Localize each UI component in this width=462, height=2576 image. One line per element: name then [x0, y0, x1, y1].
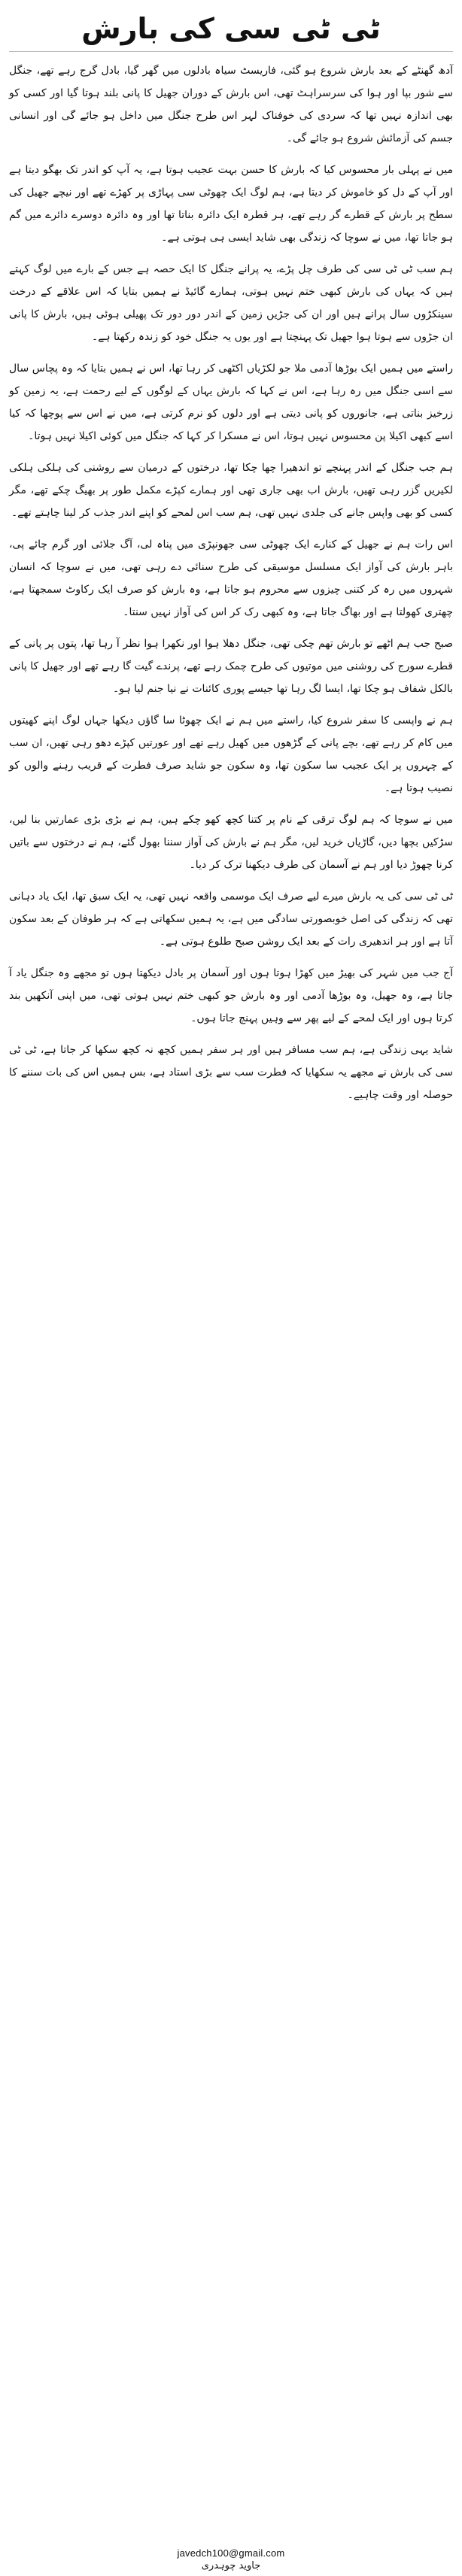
paragraph: آدھ گھنٹے کے بعد بارش شروع ہو گئی، فاریسٹ سیاہ بادلوں میں گھر گیا، بادل گرج رہے تھے، جنگل سے شور بپا اور ہوا کی سرسراہٹ تھی، اس بارش کے دوران جھیل کا پانی بلند ہوتا گیا اور کسی کو بھی اندازہ نہیں تھا کہ سردی کی خوفناک لہر اس طرح جنگل میں داخل ہو جائے گی اور انسانی جسم کی آزمائش شروع ہو جائے گی۔ [9, 65, 453, 144]
paragraph: میں نے سوچا کہ ہم لوگ ترقی کے نام پر کتنا کچھ کھو چکے ہیں، ہم نے بڑی بڑی عمارتیں بنا لیں، سڑکیں بچھا دیں، گاڑیاں خرید لیں، مگر ہم نے بارش کی آواز سننا بھول گئے، ہم نے درختوں سے باتیں کرنا چھوڑ دیا اور ہم نے آسمان کی طرف دیکھنا ترک کر دیا۔ [9, 814, 453, 871]
paragraph: شاید یہی زندگی ہے، ہم سب مسافر ہیں اور ہر سفر ہمیں کچھ نہ کچھ سکھا کر جاتا ہے، ٹی ٹی سی کی بارش نے مجھے یہ سکھایا کہ فطرت سب سے بڑی استاد ہے، بس ہمیں اس کی بات سننے کا حوصلہ اور وقت چاہیے۔ [9, 1044, 453, 1101]
paragraph: راستے میں ہمیں ایک بوڑھا آدمی ملا جو لکڑیاں اکٹھی کر رہا تھا، اس نے ہمیں بتایا کہ وہ پچاس سال سے اسی جنگل میں رہ رہا ہے، اس نے کہا کہ بارش یہاں کے لوگوں کے لیے رحمت ہے، یہ زمین کو زرخیز بناتی ہے، جانوروں کو پانی دیتی ہے اور دلوں کو نرم کرتی ہے، میں نے اس سے پوچھا کہ کیا اسے کبھی اکیلا پن محسوس نہیں ہوتا، اس نے مسکرا کر کہا کہ جنگل میں کوئی اکیلا نہیں ہوتا۔ [9, 363, 453, 442]
article-footer [0, 2547, 462, 2571]
author-name: جاوید چوہدری [201, 2560, 261, 2571]
paragraph: ٹی ٹی سی کی یہ بارش میرے لیے صرف ایک موسمی واقعہ نہیں تھی، یہ ایک سبق تھا، ایک یاد دہانی تھی کہ زندگی کی اصل خوبصورتی سادگی میں ہے، یہ ہمیں سکھاتی ہے کہ ہر طوفان کے بعد سکون آتا ہے اور ہر اندھیری رات کے بعد ایک روشن صبح طلوع ہوتی ہے۔ [9, 891, 453, 948]
paragraph: ہم جب جنگل کے اندر پہنچے تو اندھیرا چھا چکا تھا، درختوں کے درمیان سے روشنی کی ہلکی ہلکی لکیریں گزر رہی تھیں، بارش اب بھی جاری تھی اور ہمارے کپڑے مکمل طور پر بھیگ چکے تھے، مگر کسی کو بھی واپس جانے کی جلدی نہیں تھی، ہم سب اس لمحے کو اپنے اندر جذب کر لینا چاہتے تھے۔ [9, 462, 453, 519]
paragraph: ہم سب ٹی ٹی سی کی طرف چل پڑے، یہ پرانے جنگل کا ایک حصہ ہے جس کے بارے میں لوگ کہتے ہیں کہ یہاں کی بارش کبھی ختم نہیں ہوتی، ہمارے گائیڈ نے ہمیں بتایا کہ اس علاقے کے درخت سینکڑوں سال پرانے ہیں اور ان کی جڑیں زمین کے اندر دور دور تک پھیلی ہوئی ہیں، بارش کا پانی ان جڑوں سے ہوتا ہوا جھیل تک پہنچتا ہے اور یوں یہ جنگل خود کو زندہ رکھتا ہے۔ [9, 263, 453, 343]
article-title: ٹی ٹی سی کی بارش [81, 12, 381, 45]
paragraph: صبح جب ہم اٹھے تو بارش تھم چکی تھی، جنگل دھلا ہوا اور نکھرا ہوا نظر آ رہا تھا، پتوں پر پانی کے قطرے سورج کی روشنی میں موتیوں کی طرح چمک رہے تھے، پرندے گیت گا رہے تھے اور جھیل کا پانی بالکل شفاف ہو چکا تھا، ایسا لگ رہا تھا جیسے پوری کائنات نے نیا جنم لیا ہو۔ [9, 638, 453, 695]
paragraph: آج جب میں شہر کی بھیڑ میں کھڑا ہوتا ہوں اور آسمان پر بادل دیکھتا ہوں تو مجھے وہ جنگل یاد آ جاتا ہے، وہ جھیل، وہ بوڑھا آدمی اور وہ بارش جو کبھی ختم نہیں ہوتی تھی، میں اپنی آنکھیں بند کرتا ہوں اور ایک لمحے کے لیے پھر سے وہیں پہنچ جاتا ہوں۔ [9, 967, 453, 1024]
paragraph: اس رات ہم نے جھیل کے کنارے ایک چھوٹی سی جھونپڑی میں پناہ لی، آگ جلائی اور گرم چائے پی، باہر بارش کی آواز ایک مسلسل موسیقی کی طرح سنائی دے رہی تھی، میں نے سوچا کہ انسان شہروں میں رہ کر کتنی چیزوں سے محروم ہو جاتا ہے، وہ بارش کو صرف ایک رکاوٹ سمجھتا ہے، چھتری کھولتا ہے اور بھاگ جاتا ہے، وہ کبھی رک کر اس کی آواز نہیں سنتا۔ [9, 539, 453, 618]
paragraph: میں نے پہلی بار محسوس کیا کہ بارش کا حسن بہت عجیب ہوتا ہے، یہ آپ کو اندر تک بھگو دیتا ہے اور آپ کے دل کو خاموش کر دیتا ہے، ہم لوگ ایک چھوٹی سی پہاڑی پر کھڑے تھے اور نیچے جھیل کی سطح پر بارش کے قطرے گر رہے تھے، ہر قطرہ ایک دائرہ بناتا تھا اور وہ دائرہ دوسرے دائرے میں گم ہو جاتا تھا، میں نے سوچا کہ زندگی بھی شاید ایسی ہی ہوتی ہے۔ [9, 164, 453, 244]
title-divider [9, 51, 453, 52]
author-email[interactable]: javedch100@gmail.com [177, 2547, 285, 2559]
paragraph: ہم نے واپسی کا سفر شروع کیا، راستے میں ہم نے ایک چھوٹا سا گاؤں دیکھا جہاں لوگ اپنے کھیتوں میں کام کر رہے تھے، بچے پانی کے گڑھوں میں کھیل رہے تھے اور عورتیں کپڑے دھو رہی تھیں، ان سب کے چہروں پر ایک عجیب سا سکون تھا، وہ سکون جو شاید صرف فطرت کے قریب رہنے والوں کو نصیب ہوتا ہے۔ [9, 715, 453, 794]
article-body [9, 59, 453, 1106]
